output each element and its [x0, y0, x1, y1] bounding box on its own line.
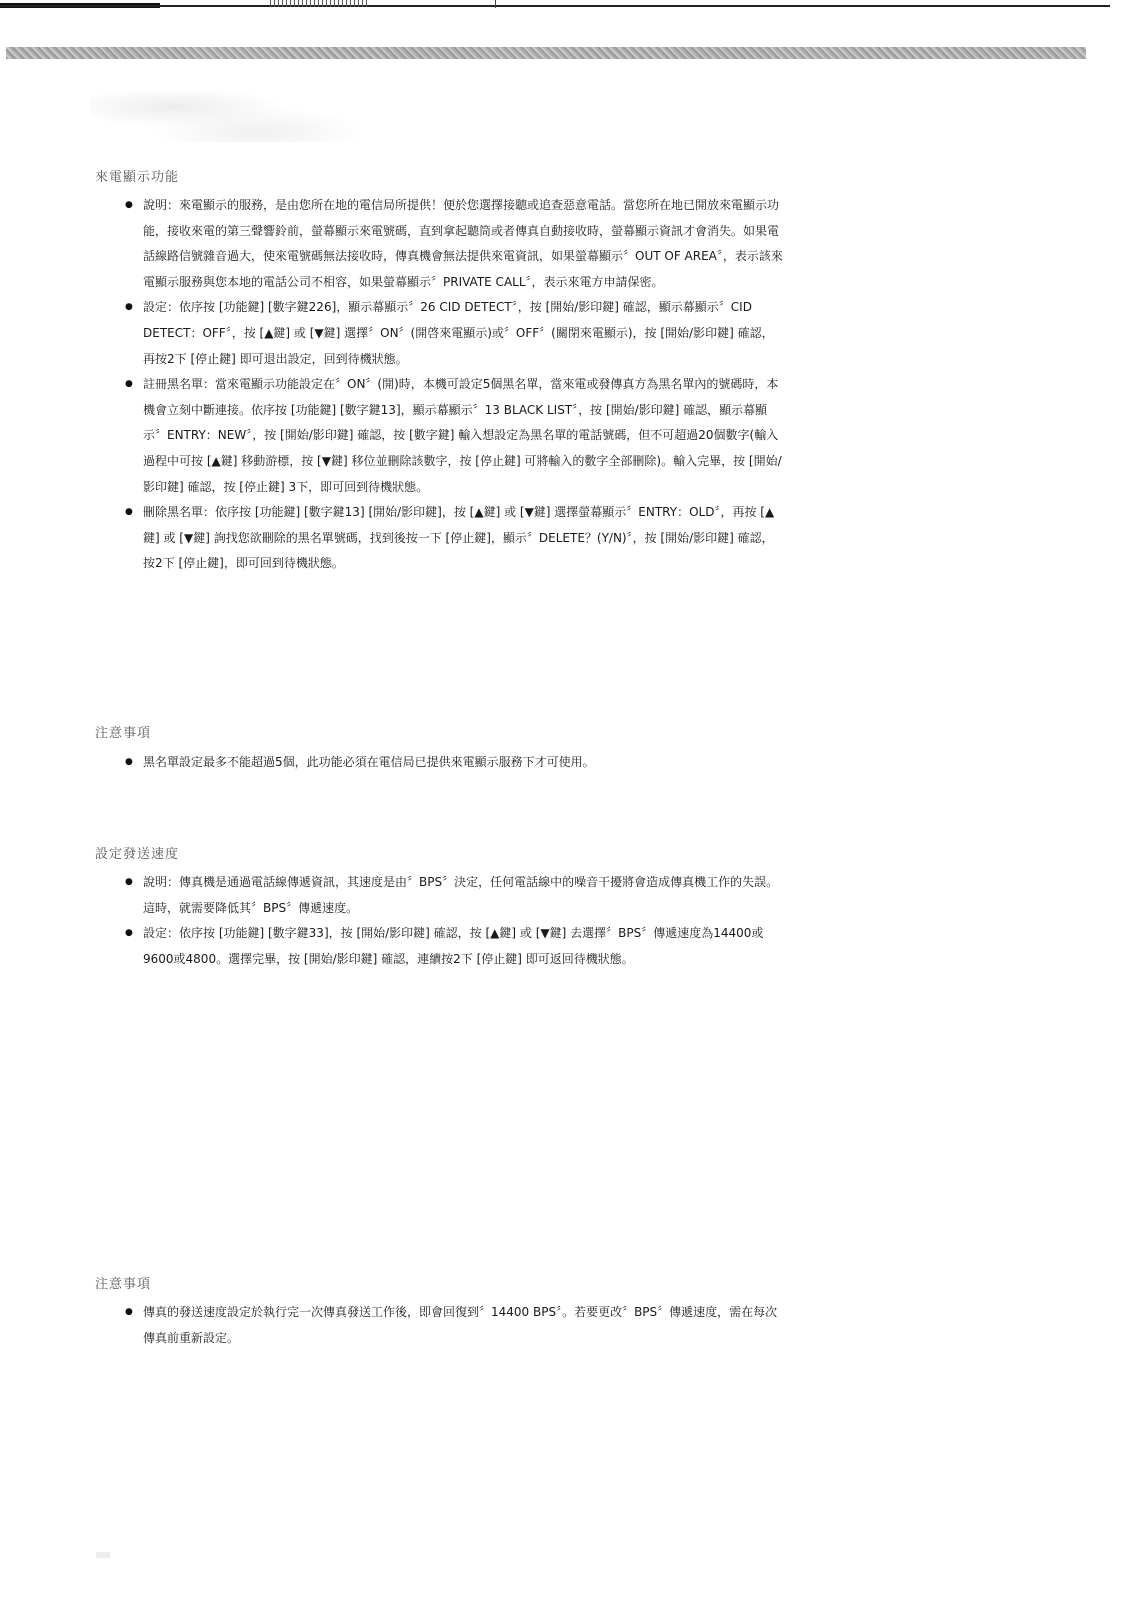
list-item: ● 說明：傳真機是通過電話線傳遞資訊，其速度是由〞BPS〞決定，任何電話線中的噪音干擾將會造成傳真機工作的失誤。這時，就需要降低其〞BPS〞傳遞速度。	[125, 870, 785, 921]
list-item: ● 設定：依序按 [功能鍵] [數字鍵33]，按 [開始/影印鍵] 確認，按 [▲鍵] 或 [▼鍵] 去選擇〞BPS〞傳遞速度為14400或9600或4800。選擇完畢，按 [開始/影印鍵] 確認，連續按2下 [停止鍵] 即可返回待機狀態。	[125, 921, 785, 972]
list-item: ● 傳真的發送速度設定於執行完一次傳真發送工作後，即會回復到〞14400 BPS〞。若要更改〞BPS〞傳遞速度，需在每次傳真前重新設定。	[125, 1300, 785, 1351]
list-item: ● 說明：來電顯示的服務，是由您所在地的電信局所提供！便於您選擇接聽或追查惡意電話。當您所在地已開放來電顯示功能，接收來電的第三聲響鈴前，螢幕顯示來電號碼，直到拿起聽筒或者傳真自動接收時，螢幕顯示資訊才會消失。如果電話線路信號雜音過大，使來電號碼無法接收時，傳真機會無法提供來電資訊，如果螢幕顯示〞OUT OF AREA〞，表示該來電顯示服務與您本地的電話公司不相容，如果螢幕顯示〞PRIVATE CALL〞，表示來電方申請保密。	[125, 193, 785, 295]
header-tick	[495, 0, 496, 8]
header-rule	[0, 5, 1110, 7]
cid-list	[125, 193, 785, 577]
section-title-note1: 注意事項	[95, 726, 152, 741]
header-marks	[270, 0, 370, 7]
section-title-cid: 來電顯示功能	[95, 170, 180, 185]
section-title-note2: 注意事項	[95, 1277, 152, 1292]
faint-scan-artifact	[90, 92, 370, 142]
note2-list	[125, 1300, 785, 1351]
list-item: ● 黑名單設定最多不能超過5個，此功能必須在電信局已提供來電顯示服務下才可使用。	[125, 750, 785, 776]
list-item: ● 設定：依序按 [功能鍵] [數字鍵226]，顯示幕顯示〞26 CID DETECT〞，按 [開始/影印鍵] 確認，顯示幕顯示〞CID DETECT：OFF〞，按 [▲鍵] 或 [▼鍵] 選擇〞ON〞(開啓來電顯示)或〞OFF〞(關閉來電顯示)，按 [開始/影印鍵] 確認，再按2下 [停止鍵] 即可退出設定，回到待機狀態。	[125, 295, 785, 372]
page-mark	[96, 1552, 110, 1558]
speed-list	[125, 870, 785, 972]
list-item: ● 刪除黑名單：依序按 [功能鍵] [數字鍵13] [開始/影印鍵]，按 [▲鍵] 或 [▼鍵] 選擇螢幕顯示〞ENTRY：OLD〞，再按 [▲鍵] 或 [▼鍵] 詢找您欲刪除的黑名單號碼，找到後按一下 [停止鍵]，顯示〞DELETE？(Y/N)〞，按 [開始/影印鍵] 確認，按2下 [停止鍵]，即可回到待機狀態。	[125, 500, 785, 577]
section-title-speed: 設定發送速度	[95, 847, 180, 862]
list-item: ● 註冊黑名單：當來電顯示功能設定在〞ON〞(開)時，本機可設定5個黑名單，當來電或發傳真方為黑名單內的號碼時，本機會立刻中斷連接。依序按 [功能鍵] [數字鍵13]，顯示幕顯示〞13 BLACK LIST〞，按 [開始/影印鍵] 確認，顯示幕顯示〞ENTRY：NEW〞，按 [開始/影印鍵] 確認，按 [數字鍵] 輸入想設定為黑名單的電話號碼，但不可超過20個數字(輸入過程中可按 [▲鍵] 移動游標，按 [▼鍵] 移位並刪除該數字，按 [停止鍵] 可將輸入的數字全部刪除)。輸入完畢，按 [開始/影印鍵] 確認，按 [停止鍵] 3下，即可回到待機狀態。	[125, 372, 785, 500]
decorative-band	[6, 47, 1086, 59]
note1-list	[125, 750, 785, 776]
